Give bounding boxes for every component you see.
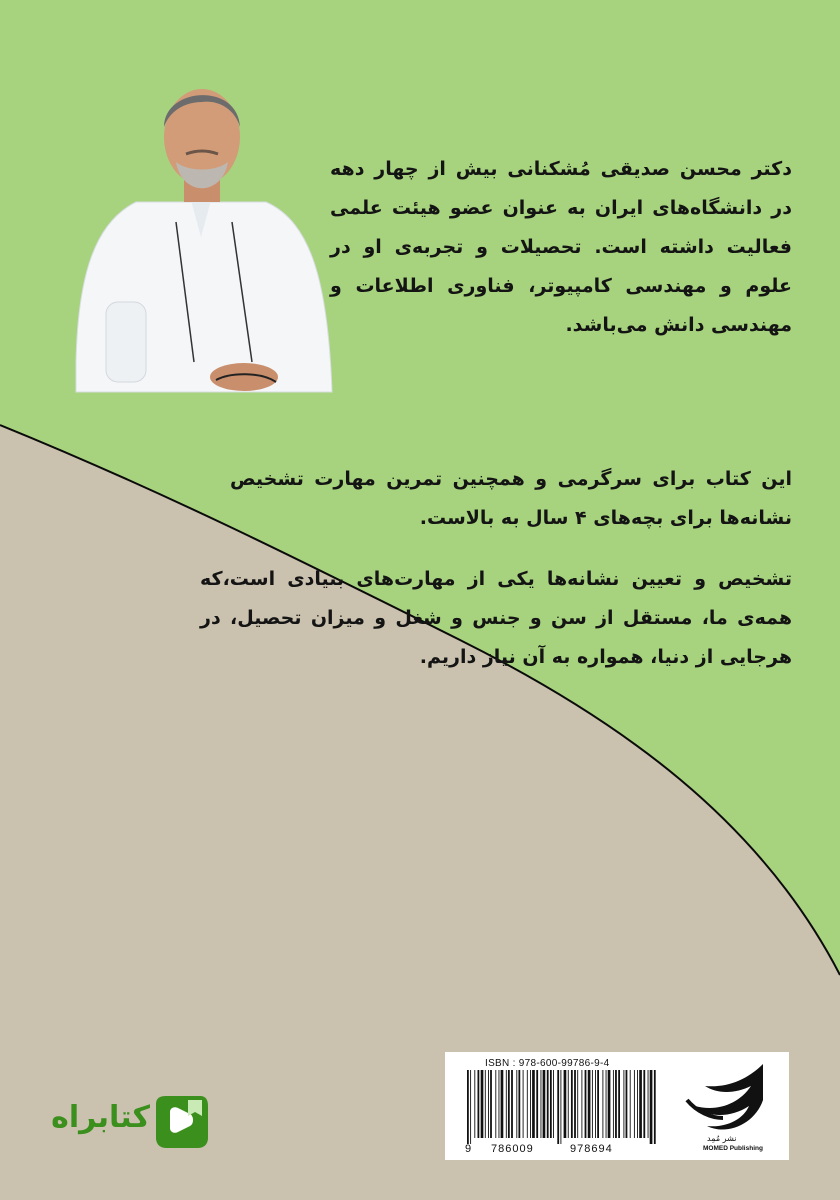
barcode-bar [615, 1070, 617, 1138]
barcode-digits-right: 978694 [570, 1143, 613, 1155]
isbn-label: ISBN : 978-600-99786-9-4 [485, 1058, 610, 1069]
barcode-bar [592, 1070, 593, 1138]
barcode-bar [643, 1070, 645, 1138]
barcode-bar [608, 1070, 611, 1138]
barcode-bar [618, 1070, 620, 1138]
barcode-bar [581, 1070, 582, 1138]
barcode-bar [637, 1070, 638, 1138]
author-bio: دکتر محسن صدیقی مُشکنانی بیش از چهار دهه در دانشگاه‌های ایران به عنوان عضو هیئت علمی فعالیت داشته است. تحصیلات و تجربه‌ی او در علوم و مهندسی کامپیوتر، فناوری اطلاعات و مهندسی دانش می‌باشد. [330, 158, 792, 336]
barcode-bar [634, 1070, 635, 1138]
barcode-bar [485, 1070, 486, 1138]
barcode-bar [543, 1070, 546, 1138]
barcode-bar [488, 1070, 489, 1138]
barcode-bar [650, 1070, 653, 1144]
barcode-bar [527, 1070, 528, 1138]
barcode-bar [648, 1070, 649, 1138]
barcode-bar [532, 1070, 535, 1138]
barcode-panel [445, 1052, 789, 1160]
barcode-bar [478, 1070, 480, 1138]
barcode-bar [606, 1070, 607, 1138]
barcode-bar [511, 1070, 513, 1138]
barcode-bar [536, 1070, 538, 1138]
barcode-bar [470, 1070, 471, 1144]
barcode-bar [571, 1070, 573, 1138]
barcode-bar [490, 1070, 492, 1138]
ketabrah-wordmark: کتابراه [51, 1100, 150, 1135]
barcode-digits-left: 786009 [491, 1143, 534, 1155]
barcode-bar [630, 1070, 631, 1138]
barcode-icon [467, 1070, 657, 1144]
book-description-2: تشخیص و تعیین نشانه‌ها یکی از مهارت‌های بنیادی است،که همه‌ی ما، مستقل از سن و جنس و شغل و میزان تحصیل، در هرجایی از دنیا، همواره به آن نیاز داریم. [200, 568, 792, 668]
barcode-bar [481, 1070, 484, 1138]
barcode-bar [595, 1070, 596, 1138]
barcode-bar [560, 1070, 561, 1144]
barcode-bar [557, 1070, 559, 1144]
barcode-bar [547, 1070, 549, 1138]
barcode-bar [553, 1070, 554, 1138]
barcode-bar [597, 1070, 599, 1138]
barcode-bar [550, 1070, 552, 1138]
barcode-bar [467, 1070, 469, 1144]
barcode-bar [508, 1070, 510, 1138]
barcode-bar [506, 1070, 507, 1138]
publisher-logo-icon [677, 1060, 769, 1132]
barcode-bar [613, 1070, 614, 1138]
barcode-bar [530, 1070, 531, 1138]
barcode-bar [516, 1070, 517, 1138]
barcode-bar [588, 1070, 591, 1138]
barcode-bar [501, 1070, 504, 1138]
ketabrah-logo [40, 1090, 212, 1154]
barcode-bar [495, 1070, 496, 1138]
barcode-bar [574, 1070, 576, 1138]
book-description-1: این کتاب برای سرگرمی و همچنین تمرین مهارت تشخیص نشانه‌ها برای بچه‌های ۴ سال به بالاست. [230, 468, 792, 529]
barcode-bar [523, 1070, 524, 1138]
publisher-name-en: MOMED Publishing [703, 1145, 763, 1152]
publisher-name-fa: نشر مُمِد [707, 1134, 737, 1143]
barcode-lead-digit: 9 [465, 1143, 472, 1155]
ketabrah-book-icon [150, 1094, 210, 1150]
barcode-bar [639, 1070, 642, 1138]
barcode-bar [518, 1070, 520, 1138]
barcode-bar [577, 1070, 578, 1138]
barcode-bar [564, 1070, 567, 1138]
barcode-bar [626, 1070, 628, 1138]
barcode-bar [499, 1070, 500, 1138]
barcode-bar [585, 1070, 587, 1138]
barcode-bar [602, 1070, 603, 1138]
author-photo [66, 72, 336, 402]
barcode-bar [623, 1070, 624, 1138]
barcode-bar [474, 1070, 475, 1138]
barcode-bar [541, 1070, 542, 1138]
barcode-bar [654, 1070, 656, 1144]
barcode-bar [568, 1070, 569, 1138]
